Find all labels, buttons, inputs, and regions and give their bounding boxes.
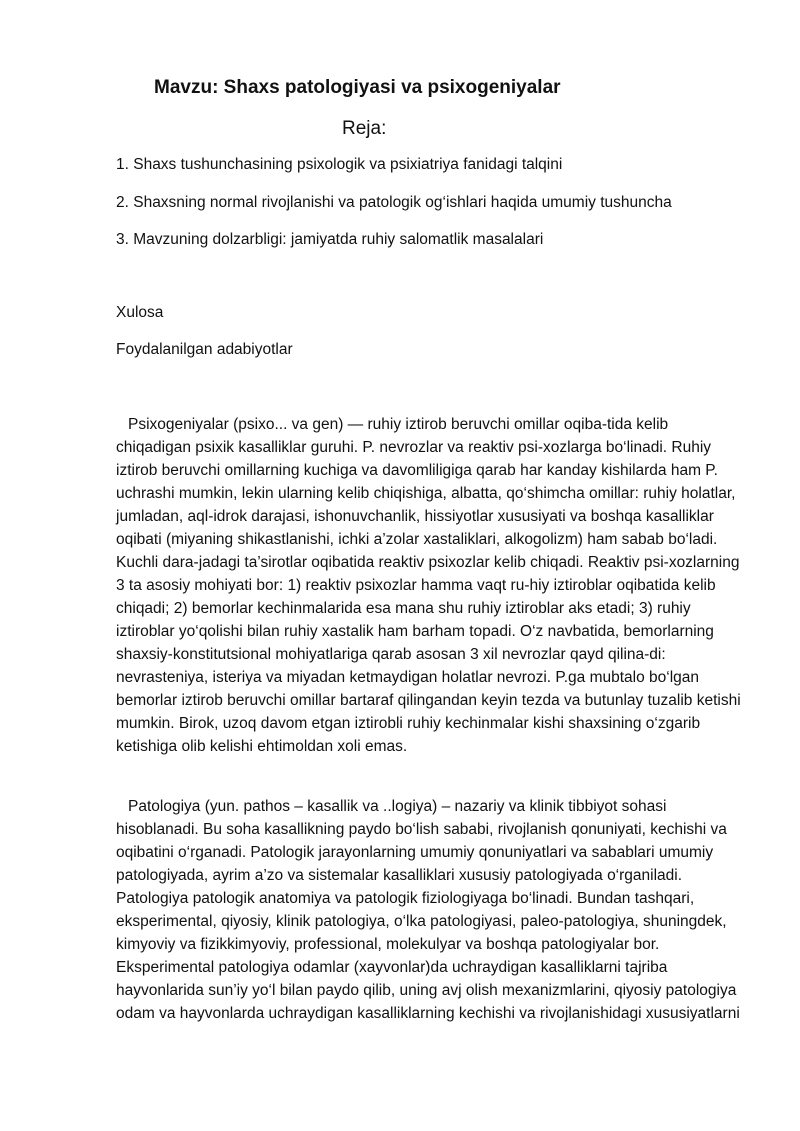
plan-item-2: 2. Shaxsning normal rivojlanishi va patologik og‘ishlari haqida umumiy tushuncha [116,194,672,211]
plan-item-3: 3. Mavzuning dolzarbligi: jamiyatda ruhiy salomatlik masalalari [116,231,544,248]
plan-heading: Reja: [342,118,387,139]
document-title: Mavzu: Shaxs patologiyasi va psixogeniyalar [154,77,561,98]
conclusion-item: Xulosa [116,304,164,321]
paragraph-patologiya: Patologiya (yun. pathos – kasallik va ..logiya) – nazariy va klinik tibbiyot sohasi hisoblanadi. Bu soha kasallikning paydo bo‘lish sababi, rivojlanish qonuniyati, kechishi va oqibatini o‘rganadi. Patologik jarayonlarning umumiy qonuniyatlari va sabablari umumiy patologiyada, ayrim a’zo va sistemalar kasalliklari xususiy patologiyada o‘rganiladi. Patologiya patologik anatomiya va patologik fiziologiyaga bo‘linadi. Bundan tashqari, eksperimental, qiyosiy, klinik patologiya, o‘lka patologiyasi, paleo-patologiya, shuningdek, kimyoviy va fizikkimyoviy, professional, molekulyar va boshqa patologiyalar bor. Eksperimental patologiya odamlar (xayvonlar)da uchraydigan kasalliklarni tajriba hayvonlarida sun’iy yo‘l bilan paydo qilib, uning avj olish mexanizmlarini, qiyosiy patologiya odam va hayvonlarda uchraydigan kasalliklarning kechishi va rivojlanishidagi xususiyatlarni [116,798,740,1022]
paragraph-psixogeniyalar: Psixogeniyalar (psixo... va gen) — ruhiy iztirob beruvchi omillar oqiba-tida kelib chiqadigan psixik kasalliklar guruhi. P. nevrozlar va reaktiv psi-xozlarga bo‘linadi. Ruhiy iztirob beruvchi omillarning kuchiga va davomliligiga qarab har kanday kishilarda ham P. uchrashi mumkin, lekin ularning kelib chiqishiga, albatta, qo‘shimcha omillar: ruhiy holatlar, jumladan, aql-idrok darajasi, ishonuvchanlik, hissiyotlar xususiyati va boshqa kasalliklar oqibati (miyaning shikastlanishi, ichki a’zolar xastaliklari, alkogolizm) ham sabab bo‘ladi. Kuchli dara-jadagi ta’sirotlar oqibatida reaktiv psixozlar kelib chiqadi. Reaktiv psi-xozlarning 3 ta asosiy mohiyati bor: 1) reaktiv psixozlar hamma vaqt ru-hiy iztiroblar oqibatida kelib chiqadi; 2) bemorlar kechinmalarida esa mana shu ruhiy iztiroblar aks etadi; 3) ruhiy iztiroblar yo‘qolishi bilan ruhiy xastalik ham barham topadi. O‘z navbatida, bemorlarning shaxsiy-konstitutsional mohiyatlariga qarab asosan 3 xil nevrozlar qayd qilina-di: nevrasteniya, isteriya va miyadan ketmaydigan holatlar nevrozi. P.ga mubtalo bo‘lgan bemorlar iztirob beruvchi omillar bartaraf qilingandan keyin tezda va butunlay tuzalib ketishi mumkin. Birok, uzoq davom etgan iztirobli ruhiy kechinmalar kishi shaxsining o‘zgarib ketishiga olib kelishi ehtimoldan xoli emas. [116,416,741,755]
references-item: Foydalanilgan adabiyotlar [116,341,293,358]
plan-item-1: 1. Shaxs tushunchasining psixologik va psixiatriya fanidagi talqini [116,156,563,173]
